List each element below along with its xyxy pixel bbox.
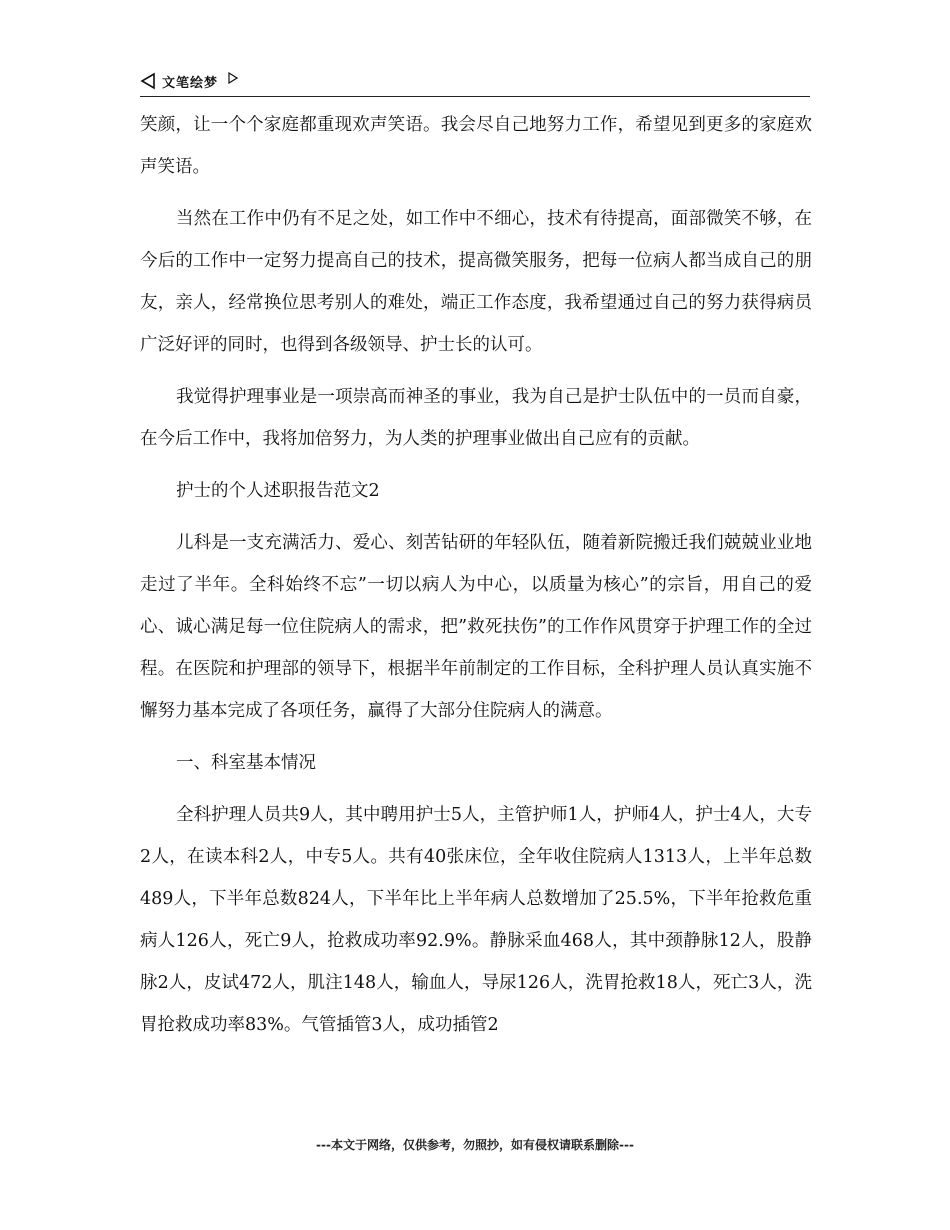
- subsection-title: 一、科室基本情况: [176, 753, 316, 773]
- paragraph-2: 当然在工作中仍有不足之处，如工作中不细心，技术有待提高，面部微笑不够，在今后的工作中一定努力提高自己的技术，提高微笑服务，把每一位病人都当成自己的朋友，亲人，经常换位思考别人的难处，端正工作态度，我希望通过自己的努力获得病员广泛好评的同时，也得到各级领导、护士长的认可。: [140, 209, 812, 355]
- paragraph-4: 儿科是一支充满活力、爱心、刻苦钻研的年轻队伍，随着新院搬迁我们兢兢业业地走过了半年。全科始终不忘”一切以病人为中心，以质量为核心”的宗旨，用自己的爱心、诚心满足每一位住院病人的需求，把”救死扶伤”的工作作风贯穿于护理工作的全过程。在医院和护理部的领导下，根据半年前制定的工作目标，全科护理人员认真实施不懈努力基本完成了各项任务，赢得了大部分住院病人的满意。: [140, 533, 812, 721]
- page-header: [140, 70, 810, 97]
- header-brand: 文笔绘梦: [162, 76, 219, 91]
- document-body: [140, 104, 812, 1056]
- paragraph-3: 我觉得护理事业是一项崇高而神圣的事业，我为自己是护士队伍中的一员而自豪，在今后工作中，我将加倍努力，为人类的护理事业做出自己应有的贡献。: [140, 387, 812, 449]
- triangle-right-icon: [228, 72, 238, 84]
- page-footer: ---本文于网络，仅供参考，勿照抄，如有侵权请联系删除---: [316, 1138, 634, 1152]
- paragraph-5: 全科护理人员共9人，其中聘用护士5人，主管护师1人，护师4人，护士4人，大专2人，在读本科2人，中专5人。共有40张床位，全年收住院病人1313人，上半年总数489人，下半年总数824人，下半年比上半年病人总数增加了25.5%，下半年抢救危重病人126人，死亡9人，抢救成功率92.9%。静脉采血468人，其中颈静脉12人，股静脉2人，皮试472人，肌注148人，输血人，导尿126人，洗胃抢救18人，死亡3人，洗胃抢救成功率83%。气管插管3人，成功插管2: [140, 805, 812, 1035]
- triangle-left-icon: [140, 72, 156, 90]
- paragraph-1: 笑颜，让一个个家庭都重现欢声笑语。我会尽自己地努力工作，希望见到更多的家庭欢声笑语。: [140, 115, 812, 177]
- section-title: 护士的个人述职报告范文2: [176, 481, 380, 501]
